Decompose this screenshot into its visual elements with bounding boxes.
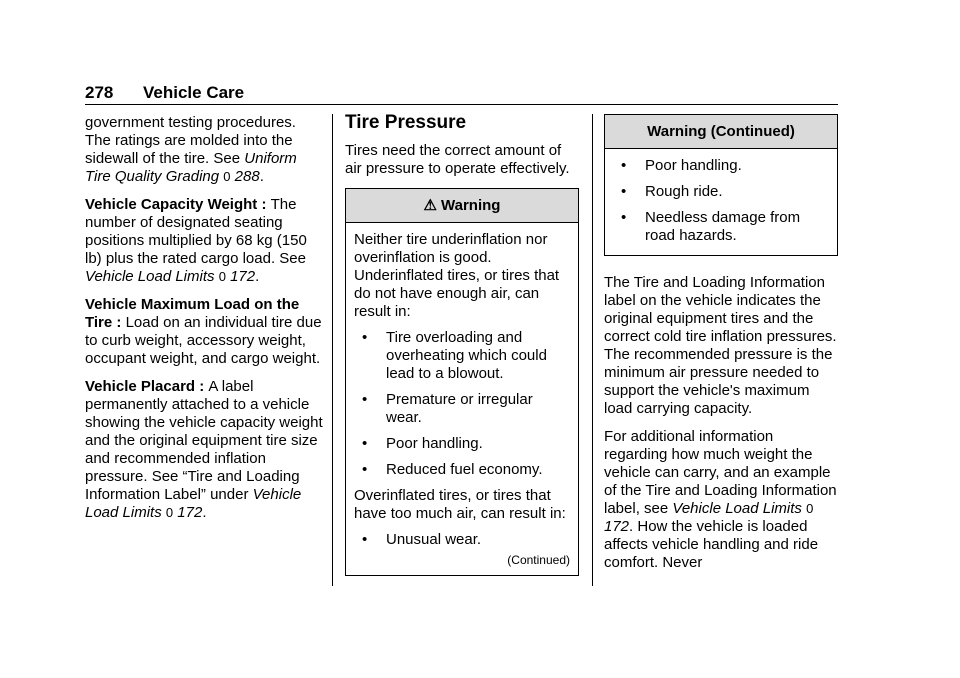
bullet-icon: • (621, 183, 627, 200)
link-vehicle-load-limits[interactable]: Vehicle Load Limits (85, 268, 215, 285)
warning-paragraph-underinflation: Neither tire underinflation nor overinflation is good. Underinflated tires, or tires that do not have enough air, can result in: (354, 231, 560, 320)
link-uniform-tire-quality-grading[interactable]: Uniform Tire Quality Grading (85, 150, 297, 185)
page-ref-icon: 0 (165, 505, 174, 520)
warning-icon: ⚠ (423, 197, 437, 214)
paragraph-vehicle-max-load: Vehicle Maximum Load on the Tire : Load on an individual tire due to curb weight, accessory weight, occupant weight, and cargo weight. (85, 296, 322, 367)
header-divider (85, 104, 838, 105)
list-item: • Reduced fuel economy. (362, 461, 543, 478)
column-3 (604, 114, 838, 582)
list-item: • Poor handling. (362, 435, 483, 452)
column-divider-2 (592, 114, 593, 586)
section-title: Vehicle Care (143, 83, 245, 102)
bullet-icon: • (621, 209, 627, 226)
term-vehicle-max-load: Vehicle Maximum Load on the Tire : (85, 296, 300, 331)
column-2 (345, 112, 579, 576)
page-ref-172[interactable]: 172 (230, 268, 256, 285)
bullet-icon: • (362, 461, 368, 478)
paragraph-rating: government testing procedures. The ratings are molded into the sidewall of the tire. See Uniform Tire Quality Grading 0 288. (85, 114, 297, 185)
column-divider-1 (332, 114, 333, 586)
warning-paragraph-overinflation: Overinflated tires, or tires that have too much air, can result in: (354, 487, 566, 522)
paragraph-vehicle-capacity-weight: Vehicle Capacity Weight : The number of designated seating positions multiplied by 68 kg (150 lb) plus the rated cargo load. See Vehicle Load Limits 0 172. (85, 196, 307, 285)
list-item: • Premature or irregular wear. (362, 391, 533, 426)
paragraph-additional-info: For additional information regarding how much weight the vehicle can carry, and an example of the Tire and Loading Information label, see Vehicle Load Limits 0 172. How the vehicle is loaded affects vehicle handling and ride comfort. Never (604, 428, 837, 571)
list-item: • Rough ride. (621, 183, 723, 200)
warning-title: Warning (441, 197, 501, 214)
term-vehicle-capacity-weight: Vehicle Capacity Weight : (85, 196, 271, 213)
warning-body (346, 223, 578, 575)
warning-body (605, 149, 837, 255)
list-item: • Tire overloading and overheating which could lead to a blowout. (362, 329, 547, 382)
list-item: • Needless damage from road hazards. (621, 209, 801, 244)
bullet-icon: • (621, 157, 627, 174)
page-ref-172[interactable]: 172 (604, 518, 630, 535)
link-vehicle-load-limits[interactable]: Vehicle Load Limits (85, 486, 302, 521)
page-ref-icon: 0 (223, 169, 231, 184)
paragraph-vehicle-placard: Vehicle Placard : A label permanently attached to a vehicle showing the vehicle capacity weight and the original equipment tire size and recommended inflation pressure. See “Tire and Loading Information Label” under Vehicle Load Limits 0 172. (85, 378, 323, 521)
page-header (85, 83, 244, 103)
page-ref-288[interactable]: 288 (234, 168, 260, 185)
section-heading-tire-pressure: Tire Pressure (345, 112, 467, 133)
warning-header: Warning (Continued) (605, 115, 837, 149)
column-1 (85, 114, 325, 532)
bullet-icon: • (362, 435, 368, 452)
bullet-icon: • (362, 531, 368, 548)
warning-box-continued (604, 114, 838, 256)
list-item: • Poor handling. (621, 157, 742, 174)
term-vehicle-placard: Vehicle Placard : (85, 378, 209, 395)
bullet-icon: • (362, 329, 368, 346)
warning-box (345, 188, 579, 576)
paragraph-tire-pressure-intro: Tires need the correct amount of air pressure to operate effectively. (345, 142, 570, 177)
warning-header (346, 189, 578, 223)
continued-note: (Continued) (507, 553, 570, 567)
page-ref-icon: 0 (806, 501, 814, 516)
bullet-icon: • (362, 391, 368, 408)
page-ref-icon: 0 (218, 269, 226, 284)
paragraph-tire-loading-label: The Tire and Loading Information label on the vehicle indicates the original equipment tires and the correct cold tire inflation pressures. The recommended pressure is the minimum air pressure needed to support the vehicle's maximum load carrying capacity. (604, 274, 837, 417)
link-vehicle-load-limits[interactable]: Vehicle Load Limits (672, 500, 802, 517)
page-number: 278 (85, 83, 114, 102)
page-ref-172[interactable]: 172 (177, 504, 203, 521)
list-item: • Unusual wear. (362, 531, 482, 548)
